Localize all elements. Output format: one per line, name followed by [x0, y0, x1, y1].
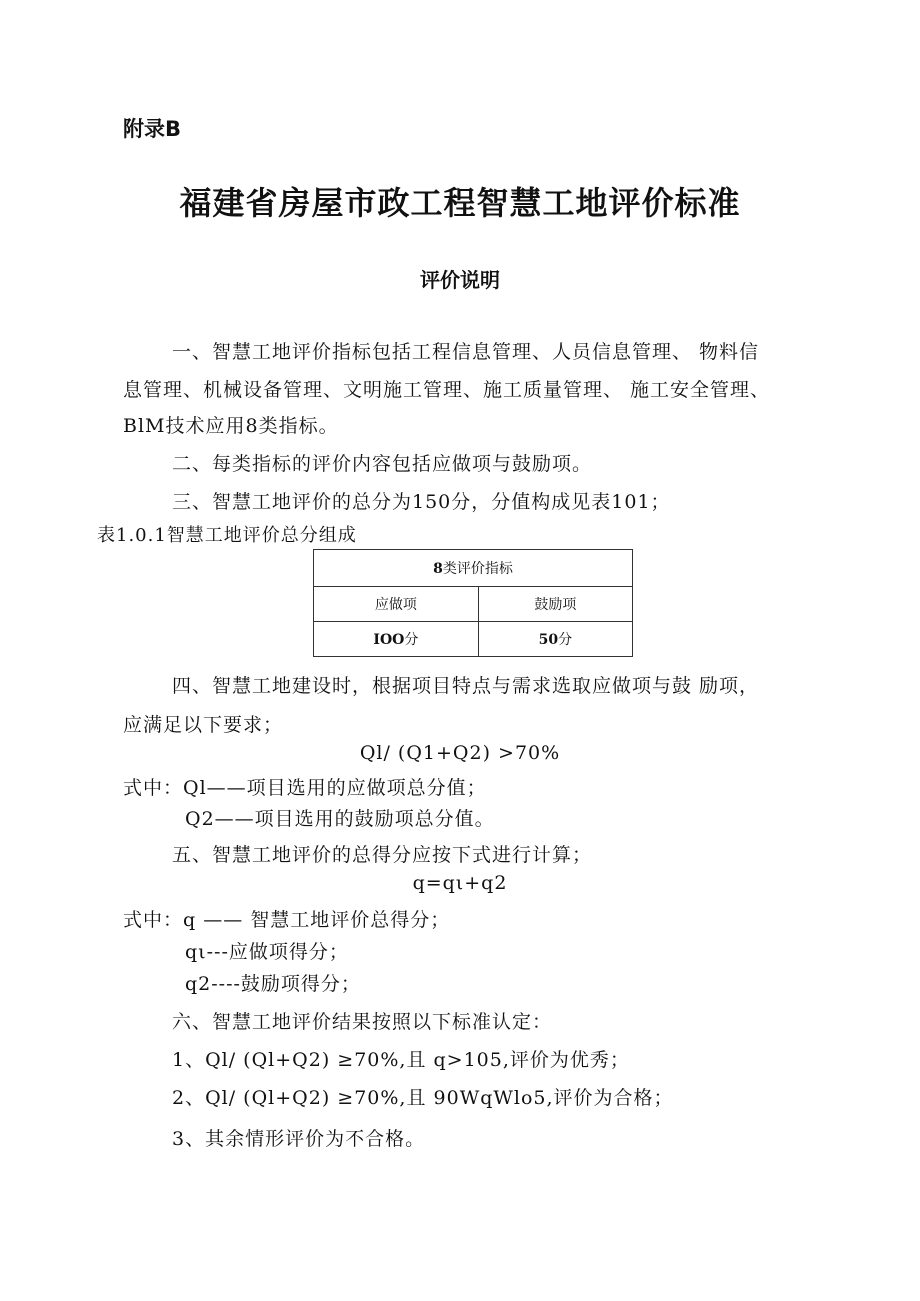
formula-ratio-definition-q1: 式中：Ql——项目选用的应做项总分值；: [123, 777, 487, 799]
table-header-text: 类评价指标: [442, 561, 513, 577]
table-header-cell: [314, 550, 633, 587]
formula-total-definition-q: 式中：q —— 智慧工地评价总得分；: [123, 909, 451, 931]
paragraph-1-line-1: 一、智慧工地评价指标包括工程信息管理、人员信息管理、 物料信: [172, 341, 760, 363]
section-subtitle: 评价说明: [420, 268, 500, 292]
paragraph-3: 三、智慧工地评价的总分为150分，分值构成见表101；: [172, 491, 671, 513]
table-cell-required-label: 应做项: [314, 587, 479, 622]
paragraph-2: 二、每类指标的评价内容包括应做项与鼓励项。: [172, 453, 593, 475]
table-cell-encouraged-label: 鼓励项: [478, 587, 632, 622]
rule-qualified: 2、Ql/ (Ql+Q2) ≥70%,且 90WqWlo5,评价为合格；: [172, 1087, 674, 1109]
appendix-label: 附录B: [123, 117, 182, 141]
formula-ratio-definition-q2: Q2——项目选用的鼓励项总分值。: [185, 808, 495, 830]
score-composition-table: [313, 549, 633, 657]
table-cell-required-value: [314, 622, 479, 657]
required-score-number: IOO: [373, 632, 405, 648]
formula-ratio: Ql/ (Q1+Q2) >70%: [359, 742, 561, 764]
paragraph-4-line-2: 应满足以下要求；: [123, 714, 284, 736]
formula-total-score: q=qι+q2: [412, 872, 508, 894]
encouraged-score-unit: 分: [558, 632, 573, 648]
paragraph-6: 六、智慧工地评价结果按照以下标准认定：: [172, 1011, 553, 1033]
table-row: [314, 622, 633, 657]
rule-excellent: 1、Ql/ (Ql+Q2) ≥70%,且 q>105,评价为优秀；: [172, 1049, 630, 1071]
table-row: [314, 587, 633, 622]
table-cell-encouraged-value: [478, 622, 632, 657]
paragraph-1-line-3: BlM技术应用8类指标。: [123, 415, 339, 437]
required-score-unit: 分: [404, 632, 419, 648]
paragraph-4-line-1: 四、智慧工地建设时，根据项目特点与需求选取应做项与鼓 励项，: [172, 675, 760, 697]
table-header-number: 8: [433, 561, 443, 577]
formula-total-definition-q1: qι---应做项得分；: [185, 941, 349, 963]
paragraph-1-line-2: 息管理、机械设备管理、文明施工管理、施工质量管理、 施工安全管理、: [123, 379, 771, 401]
document-title: 福建省房屋市政工程智慧工地评价标准: [179, 184, 741, 222]
paragraph-5: 五、智慧工地评价的总得分应按下式进行计算；: [172, 844, 593, 866]
rule-unqualified: 3、其余情形评价为不合格。: [172, 1128, 426, 1150]
formula-total-definition-q2: q2----鼓励项得分；: [185, 973, 361, 995]
encouraged-score-number: 50: [538, 632, 559, 648]
table-caption: 表1.0.1智慧工地评价总分组成: [97, 525, 357, 546]
table-header-row: [314, 550, 633, 587]
